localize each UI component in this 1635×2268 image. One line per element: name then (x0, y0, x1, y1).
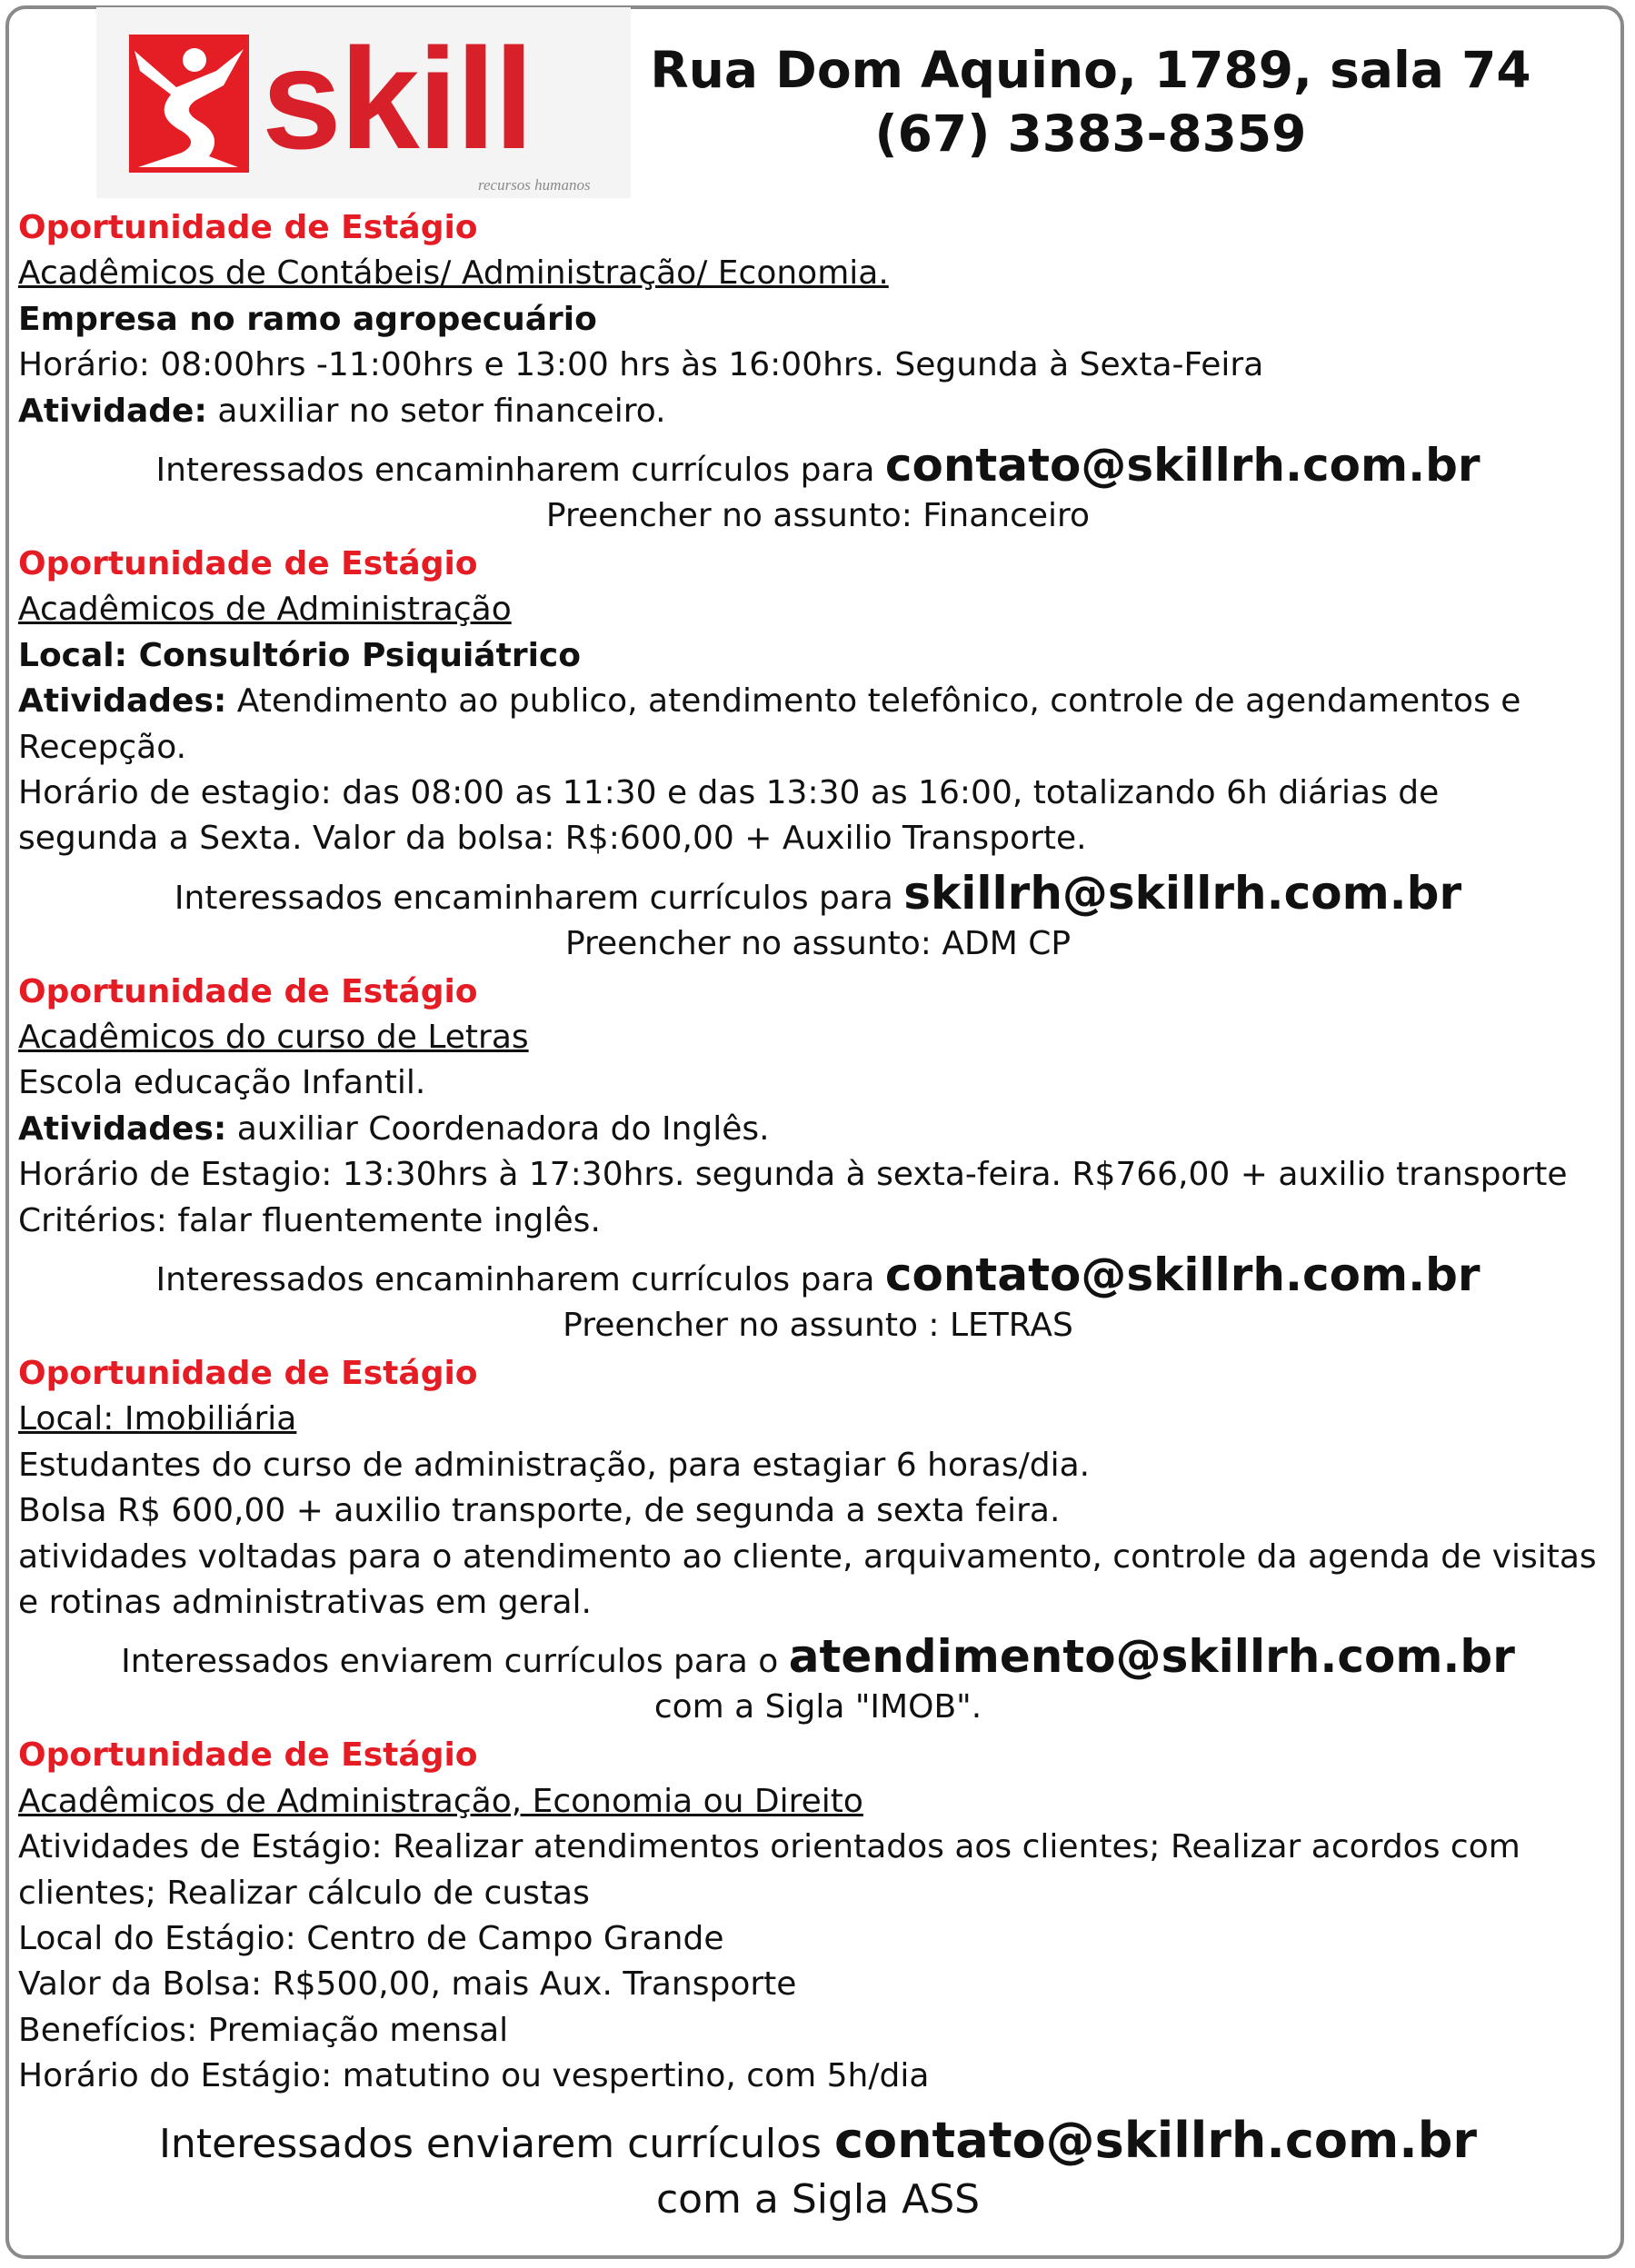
job-title: Oportunidade de Estágio (18, 1355, 478, 1393)
logo-figure-icon (129, 35, 249, 173)
job-listing-adm-cp (18, 542, 1618, 966)
job-area: Acadêmicos do curso de Letras (18, 1019, 529, 1057)
job-subject: Preencher no assunto : LETRAS (563, 1307, 1073, 1345)
job-cta (18, 1246, 1618, 1304)
activity-label: Atividade: (18, 392, 207, 430)
activity-text: Atendimento ao publico, atendimento telefônico, controle de agendamentos e (226, 682, 1521, 721)
job-activity-cont: Recepção. (18, 728, 187, 766)
skill-logo (96, 7, 631, 198)
cta-text: Interessados encaminharem currículos para (174, 879, 904, 917)
cta-text: Interessados enviarem currículos (158, 2120, 834, 2167)
phone: (67) 3383-8359 (874, 104, 1307, 163)
job-subject: Preencher no assunto: ADM CP (564, 924, 1072, 962)
activity-text: auxiliar no setor financeiro. (206, 392, 666, 430)
job-area: Acadêmicos de Administração, Economia ou Direito (18, 1782, 863, 1820)
cta-email-link[interactable]: skillrh@skillrh.com.br (903, 866, 1462, 920)
job-cta (18, 436, 1618, 494)
job-company: Empresa no ramo agropecuário (18, 300, 597, 338)
job-title: Oportunidade de Estágio (18, 972, 478, 1010)
job-subject: com a Sigla ASS (655, 2175, 981, 2223)
cta-text: Interessados encaminharem currículos para (155, 451, 885, 489)
job-criteria: Critérios: falar fluentemente inglês. (18, 1201, 601, 1239)
job-subject: com a Sigla "IMOB". (653, 1688, 982, 1726)
job-detail: Horário do Estágio: matutino ou vespertino, com 5h/dia (18, 2057, 930, 2095)
job-detail: clientes; Realizar cálculo de custas (18, 1874, 590, 1912)
job-detail: Local do Estágio: Centro de Campo Grande (18, 1919, 724, 1957)
cta-email-link[interactable]: contato@skillrh.com.br (884, 1248, 1480, 1302)
job-detail: Estudantes do curso de administração, para estagiar 6 horas/dia. (18, 1446, 1091, 1484)
job-listings (18, 205, 1618, 2227)
job-schedule: Horário de estagio: das 08:00 as 11:30 e das 13:30 as 16:00, totalizando 6h diárias de (18, 773, 1440, 811)
cta-text: Interessados enviarem currículos para o (121, 1643, 789, 1681)
logo-emblem-icon (129, 35, 249, 173)
job-title: Oportunidade de Estágio (18, 1736, 478, 1775)
job-cta (18, 2109, 1618, 2173)
job-detail: atividades voltadas para o atendimento ao cliente, arquivamento, controle da agenda de visitas (18, 1537, 1597, 1576)
job-area: Local: Imobiliária (18, 1400, 297, 1438)
job-listing-ass (18, 1733, 1618, 2226)
job-local: Local: Consultório Psiquiátrico (18, 636, 581, 674)
job-schedule: Horário: 08:00hrs -11:00hrs e 13:00 hrs às 16:00hrs. Segunda à Sexta-Feira (18, 346, 1264, 384)
job-detail: Benefícios: Premiação mensal (18, 2011, 509, 2049)
job-listing-letras (18, 970, 1618, 1348)
job-cta (18, 864, 1618, 922)
address: Rua Dom Aquino, 1789, sala 74 (650, 41, 1531, 99)
job-company: Escola educação Infantil. (18, 1064, 426, 1102)
cta-email-link[interactable]: contato@skillrh.com.br (884, 438, 1480, 492)
job-cta (18, 1627, 1618, 1686)
cta-email-link[interactable]: contato@skillrh.com.br (833, 2111, 1478, 2169)
job-area: Acadêmicos de Contábeis/ Administração/ Economia. (18, 254, 889, 293)
job-detail: Atividades de Estágio: Realizar atendimentos orientados aos clientes; Realizar acordos com (18, 1828, 1520, 1866)
cta-text: Interessados encaminharem currículos para (155, 1261, 885, 1299)
job-listing-financeiro (18, 205, 1618, 538)
activity-label: Atividades: (18, 1109, 227, 1148)
job-title: Oportunidade de Estágio (18, 544, 478, 582)
job-detail: e rotinas administrativas em geral. (18, 1583, 593, 1621)
job-schedule-cont: segunda a Sexta. Valor da bolsa: R$:600,00 + Auxilio Transporte. (18, 820, 1087, 858)
activity-label: Atividades: (18, 682, 227, 721)
job-area: Acadêmicos de Administração (18, 591, 512, 629)
job-subject: Preencher no assunto: Financeiro (545, 496, 1091, 534)
job-detail: Bolsa R$ 600,00 + auxilio transporte, de segunda a sexta feira. (18, 1492, 1061, 1530)
job-title: Oportunidade de Estágio (18, 209, 478, 246)
job-schedule: Horário de Estagio: 13:30hrs à 17:30hrs. segunda à sexta-feira. R$766,00 + auxilio transporte (18, 1156, 1568, 1194)
job-activity (18, 679, 1618, 724)
job-activity (18, 389, 1618, 434)
activity-text: auxiliar Coordenadora do Inglês. (226, 1109, 770, 1148)
cta-email-link[interactable]: atendimento@skillrh.com.br (788, 1630, 1515, 1684)
job-activity (18, 1107, 1618, 1152)
job-listing-imob (18, 1351, 1618, 1729)
logo-tagline: recursos humanos (478, 176, 591, 194)
logo-wordmark: skill (262, 19, 533, 179)
job-detail: Valor da Bolsa: R$500,00, mais Aux. Transporte (18, 1965, 797, 2004)
contact-header (636, 38, 1545, 165)
